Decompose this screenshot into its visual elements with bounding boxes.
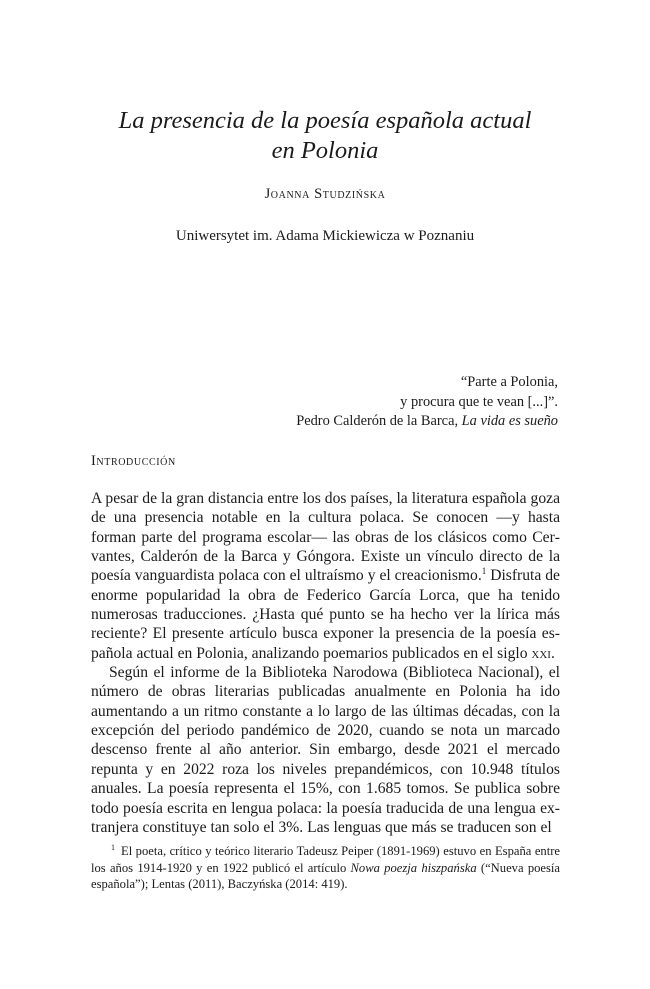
section-heading: Introducción: [91, 453, 176, 469]
footnote: [91, 843, 560, 893]
epigraph-line-2: y procura que te vean [...]”.: [400, 393, 558, 410]
footnote-number: 1: [111, 843, 115, 852]
author-name: Joanna Studzińska: [264, 186, 386, 202]
article-title-line-2: en Polonia: [271, 137, 379, 164]
epigraph-line-1: “Parte a Polonia,: [460, 374, 558, 390]
paragraph: [91, 489, 560, 663]
century-numeral: xxi: [531, 644, 551, 662]
article-title-line-1: La presencia de la poesía española actual: [118, 107, 532, 134]
epigraph-attribution: [296, 412, 558, 432]
footnote-cited-title: Nowa poezja hiszpańska: [350, 860, 477, 875]
author-affiliation: Uniwersytet im. Adama Mickiewicza w Poznaniu: [175, 228, 475, 244]
paragraph-end: .: [550, 644, 555, 662]
article-title: [0, 106, 650, 166]
footnote-body: (“Nueva poesía española”); Lentas (2011), Baczyńska (2014: 419).: [91, 860, 560, 892]
paragraph-text: Disfruta de enorme popularidad la obra de Federico García Lorca, que ha tenido numerosas traducciones. ¿Hasta qué punto se ha hecho ver la lírica más reciente? El presente artículo busca exponer la presencia de la poesía española actual en Polonia, analizando poemarios publicados en el siglo: [91, 567, 560, 662]
epigraph-work-title: La vida es sueño: [461, 413, 558, 429]
epigraph: [296, 373, 558, 432]
footnote-text: [91, 843, 560, 893]
paragraph-text: A pesar de la gran distancia entre los dos países, la literatura española goza de una presencia notable en la cultura polaca. Se conocen —y hasta forman parte del programa escolar— las obras de los clásicos como Cervantes, Calderón de la Barca y Góngora. Existe un vínculo directo de la poesía vanguardista polaca con el ultraísmo y el creacionismo.: [91, 490, 560, 585]
footnote-reference[interactable]: 1: [481, 566, 487, 577]
epigraph-author: Pedro Calderón de la Barca,: [296, 413, 462, 429]
footnote-body: El poeta, crítico y teórico literario Tadeusz Peiper (1891-1969) estuvo en España entre los años 1914-1920 y en 1922 publicó el artículo: [91, 844, 560, 875]
paragraph-text: Según el informe de la Biblioteka Narodowa (Biblioteca Nacional), el número de obras literarias publicadas anualmente en Polonia ha ido aumentando a un ritmo constante a lo largo de las últimas décadas, con la excepción del periodo pandémico de 2020, cuando se nota un marcado descenso frente al año anterior. Sin embargo, desde 2021 el mercado repunta y en 2022 roza los niveles prepandémicos, con 10.948 títulos anuales. La poesía representa el 15%, con 1.685 tomos. Se publica sobre todo poesía escrita en lengua polaca: la poesía traducida de una lengua extranjera constituye tan solo el 3%. Las lenguas que más se traducen son el: [91, 664, 560, 836]
paragraph: [91, 663, 560, 837]
body-text: [91, 489, 560, 837]
